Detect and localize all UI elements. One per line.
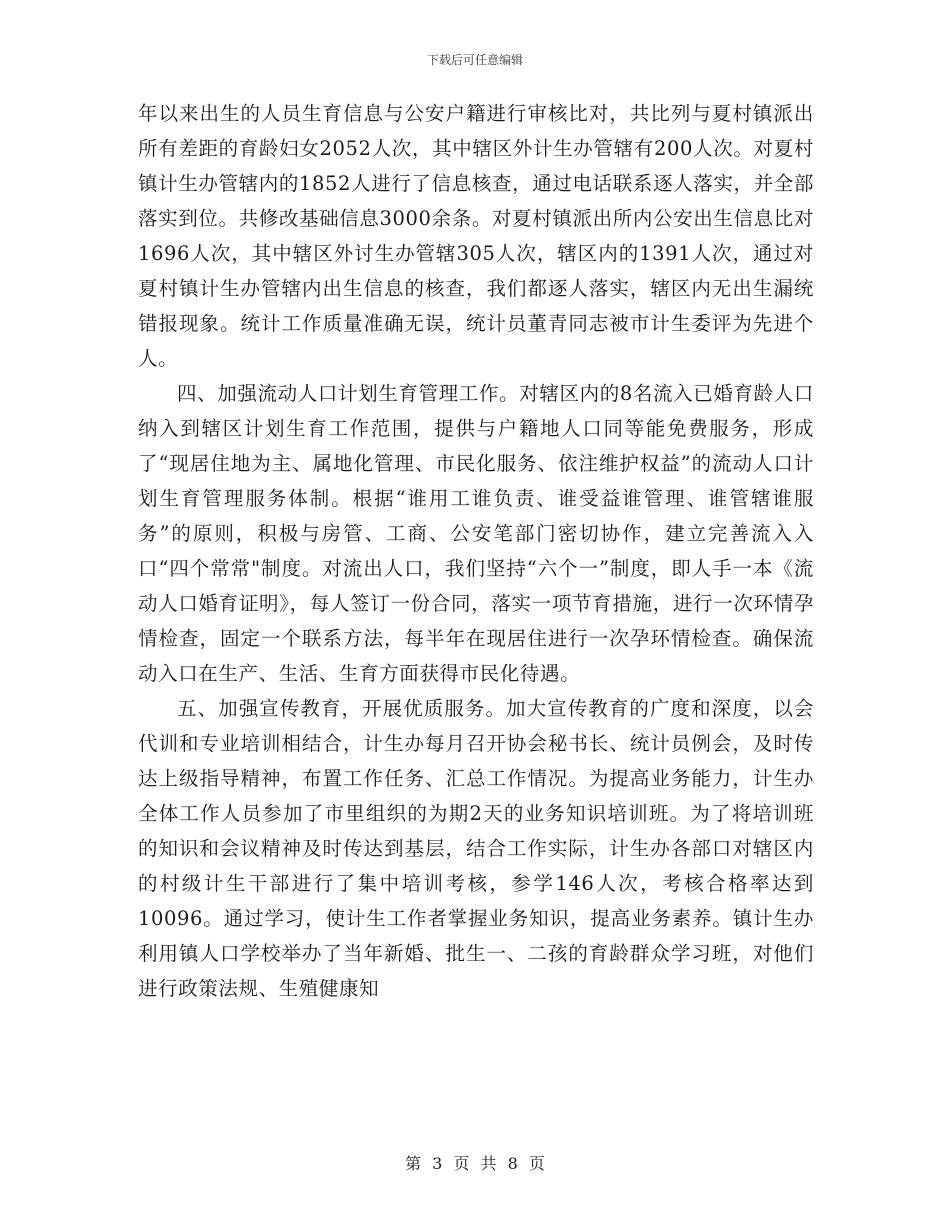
document-body bbox=[138, 96, 814, 1006]
page-number-footer: 第 3 页 共 8 页 bbox=[405, 1154, 545, 1173]
paragraph-continuation: 年以来出生的人员生育信息与公安户籍进行审核比对，共比列与夏村镇派出所有差距的育龄妇女2052人次，其中辖区外计生办管辖有200人次。对夏村镇计生办管辖内的1852人进行了信息核查，通过电话联系逐人落实，并全部落实到位。共修改基础信息3000余条。对夏村镇派出所内公安出生信息比对1696人次，其中辖区外讨生办管辖305人次，辖区内的1391人次，通过对夏村镇计生办管辖内出生信息的核查，我们都逐人落实，辖区内无出生漏统错报现象。统计工作质量准确无误，统计员董青同志被市计生委评为先进个人。 bbox=[138, 102, 814, 370]
page-header-note: 下载后可任意编辑 bbox=[426, 53, 523, 67]
paragraph-publicity-education: 五、加强宣传教育，开展优质服务。加大宣传教育的广度和深度，以会代训和专业培训相结合，计生办每月召开协会秘书长、统计员例会，及时传达上级指导精神，布置工作任务、汇总工作情况。为提高业务能力，计生办全体工作人员参加了市里组织的为期2天的业务知识培训班。为了将培训班的知识和会议精神及时传达到基层，结合工作实际，计生办各部口对辖区内的村级计生干部进行了集中培训考核，参学146人次，考核合格率达到10096。通过学习，使计生工作者掌握业务知识，提高业务素养。镇计生办利用镇人口学校举办了当年新婚、批生一、二孩的育龄群众学习班，对他们进行政策法规、生殖健康知 bbox=[138, 697, 814, 1000]
paragraph-floating-population: 四、加强流动人口计划生育管理工作。对辖区内的8名流入已婚育龄人口纳入到辖区计划生育工作范围，提供与户籍地人口同等能免费服务，形成了“现居住地为主、属地化管理、市民化服务、依注维护权益”的流动人口计划生育管理服务体制。根据“谁用工谁负责、谁受益谁管理、谁管辖谁服务”的原则，积极与房管、工商、公安笔部门密切协作，建立完善流入入口“四个常常"制度。对流出人口，我们坚持“六个一”制度，即人手一本《流动人口婚育证明》，每人签订一份合同，落实一项节育措施，进行一次环情孕情检查，固定一个联系方法，每半年在现居住进行一次孕环情检查。确保流动入口在生产、生活、生育方面获得市民化待遇。 bbox=[138, 382, 814, 685]
